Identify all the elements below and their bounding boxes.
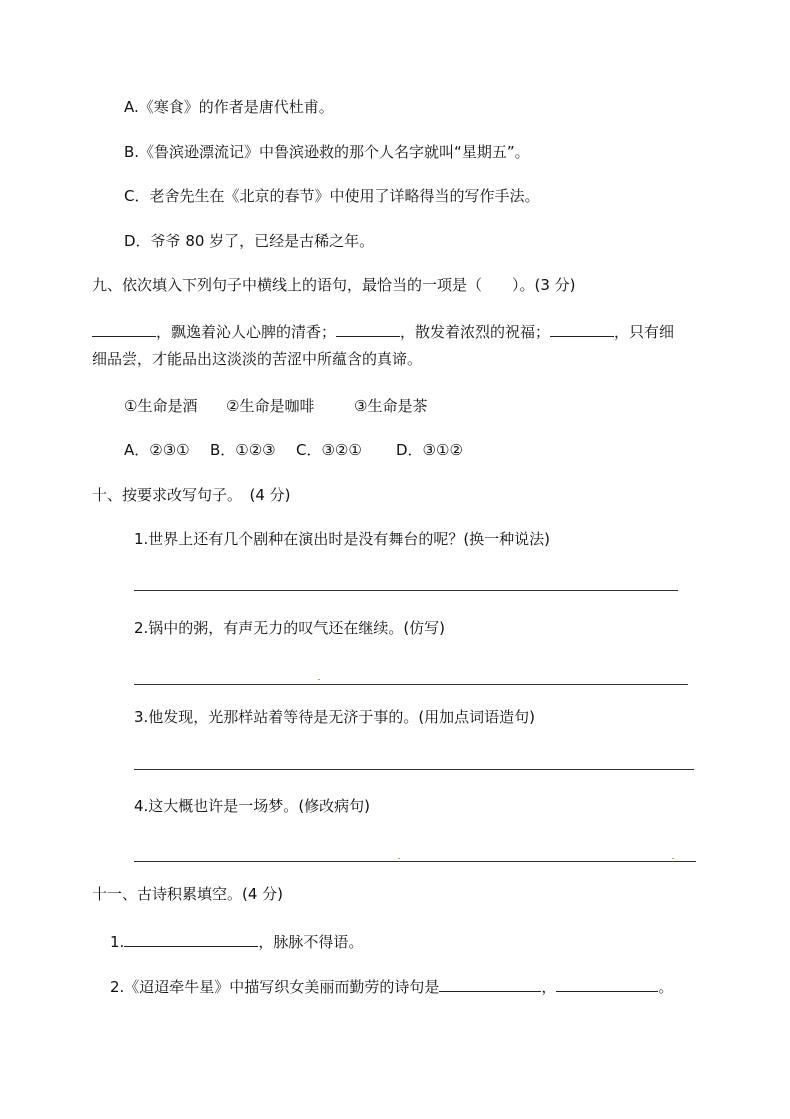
q9-seg1: ，飘逸着沁人心脾的清香； xyxy=(156,323,337,341)
q9-option-a[interactable]: A．②③① xyxy=(124,441,190,459)
q9-sentence-line1 xyxy=(92,320,674,342)
stray-mark xyxy=(398,858,400,859)
q11-blank-2[interactable] xyxy=(439,975,541,992)
q10-title: 十、按要求改写句子。 (4 分) xyxy=(92,486,291,504)
q11-blank-3[interactable] xyxy=(556,975,658,992)
stray-mark xyxy=(672,858,674,859)
q9-blank-1[interactable] xyxy=(92,320,156,337)
q8-option-d: D．爷爷 80 岁了，已经是古稀之年。 xyxy=(124,232,375,250)
q9-option-c[interactable]: C．③②① xyxy=(296,441,362,459)
q10-sentence-2: 2.锅中的粥，有声无力的叹气还在继续。(仿写) xyxy=(134,619,446,637)
q9-item-2: ②生命是咖啡 xyxy=(226,397,315,415)
q9-item-1: ①生命是酒 xyxy=(124,397,198,415)
q8-option-a: A.《寒食》的作者是唐代杜甫。 xyxy=(124,98,334,116)
stray-mark xyxy=(318,679,320,680)
q11-title: 十一、古诗积累填空。(4 分) xyxy=(92,885,284,903)
q11-blank-1[interactable] xyxy=(124,930,258,947)
q9-option-b[interactable]: B．①②③ xyxy=(210,441,276,459)
q8-option-b: B.《鲁滨逊漂流记》中鲁滨逊救的那个人名字就叫“星期五”。 xyxy=(124,143,530,161)
q9-items xyxy=(124,396,427,416)
q9-blank-3[interactable] xyxy=(550,320,614,337)
q11-s2-mid: ， xyxy=(541,978,557,996)
q10-sentence-3: 3.他发现，光那样站着等待是无济于事的。(用加点词语造句) xyxy=(134,708,536,726)
q9-title: 九、依次填入下列句子中横线上的语句，最恰当的一项是（ ）。(3 分) xyxy=(92,276,576,294)
q9-option-d[interactable]: D．③①② xyxy=(396,441,463,459)
q11-s1-prefix: 1. xyxy=(110,933,125,951)
q10-answer-line-2[interactable] xyxy=(134,684,688,685)
q11-s2-end: 。 xyxy=(658,978,674,996)
q10-sentence-4: 4.这大概也许是一场梦。(修改病句) xyxy=(134,797,371,815)
q10-answer-line-1[interactable] xyxy=(134,590,678,591)
q8-option-c: C．老舍先生在《北京的春节》中使用了详略得当的写作手法。 xyxy=(124,187,540,205)
q9-options xyxy=(124,440,463,460)
q9-sentence-line2: 细品尝，才能品出这淡淡的苦涩中所蕴含的真谛。 xyxy=(92,350,423,368)
q11-sentence-2 xyxy=(110,975,673,997)
q9-item-3: ③生命是茶 xyxy=(354,397,428,415)
q9-seg2: ，散发着浓烈的祝福； xyxy=(400,323,551,341)
q10-answer-line-4[interactable] xyxy=(134,861,696,862)
q9-blank-2[interactable] xyxy=(336,320,400,337)
q10-answer-line-3[interactable] xyxy=(134,769,694,770)
q11-s1-suffix: ，脉脉不得语。 xyxy=(258,933,364,951)
q9-seg3: ，只有细 xyxy=(614,323,675,341)
q10-sentence-1: 1.世界上还有几个剧种在演出时是没有舞台的呢？(换一种说法) xyxy=(134,530,551,548)
q11-sentence-1 xyxy=(110,930,363,952)
q11-s2-prefix: 2.《迢迢牵牛星》中描写织女美丽而勤劳的诗句是 xyxy=(110,978,440,996)
